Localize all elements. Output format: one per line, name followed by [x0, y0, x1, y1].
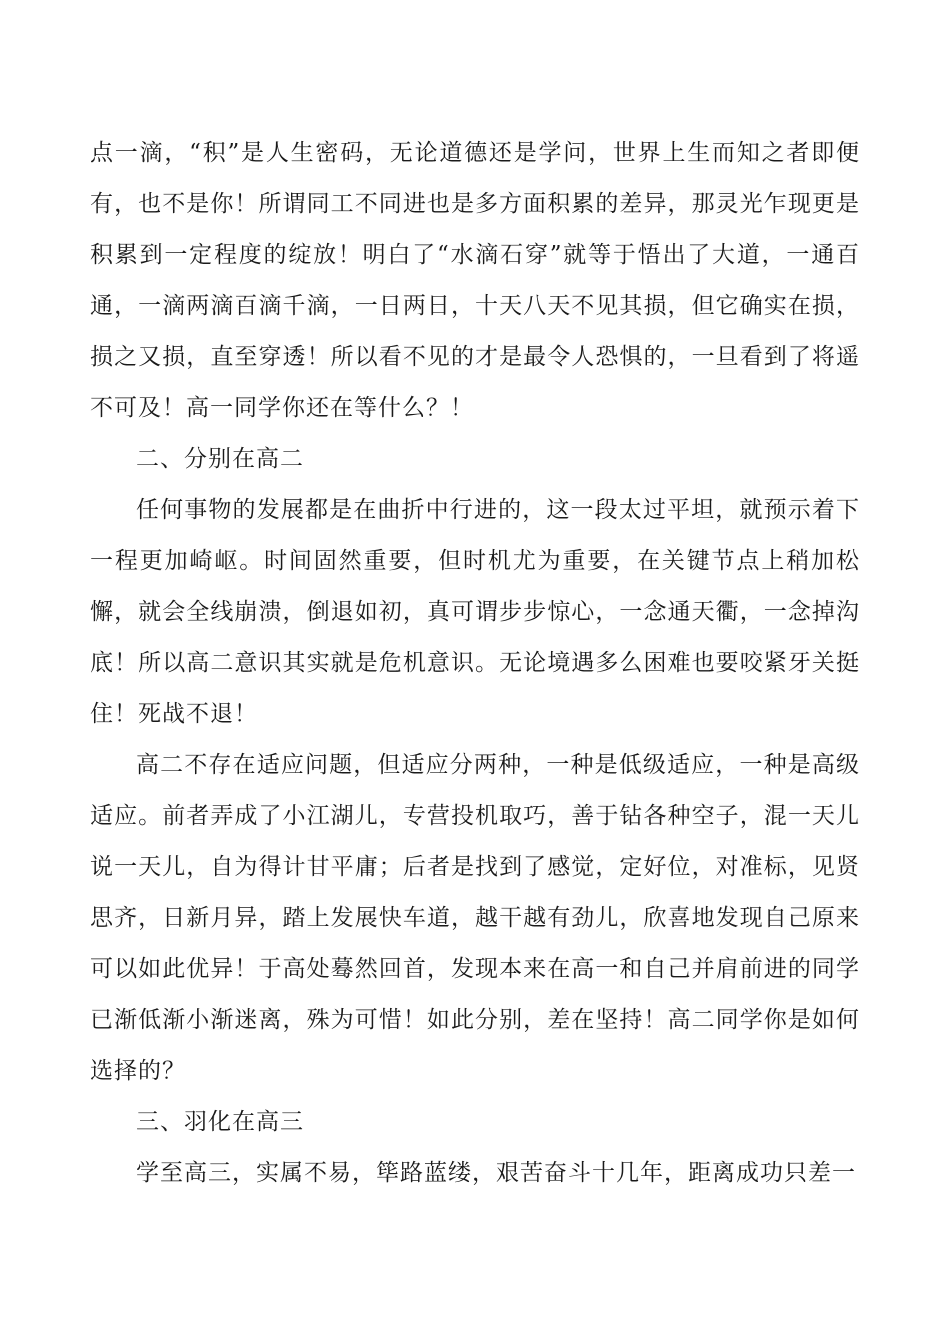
body-paragraph-grade-three: 学至高三，实属不易，筚路蓝缕，艰苦奋斗十几年，距离成功只差一 [136, 1160, 856, 1186]
section-heading-grade-three: 三、羽化在高三 [136, 1109, 304, 1135]
document-page [90, 128, 860, 1199]
body-paragraph-accumulation: 点一滴，“积”是人生密码，无论道德还是学问，世界上生而知之者即便有，也不是你！所谓同工不同进也是多方面积累的差异，那灵光乍现更是积累到一定程度的绽放！明白了“水滴石穿”就等于悟出了大道，一通百通，一滴两滴百滴千滴，一日两日，十天八天不见其损，但它确实在损，损之又损，直至穿透！所以看不见的才是最令人恐惧的，一旦看到了将遥不可及！高一同学你还在等什么？！ [90, 140, 860, 421]
section-heading-grade-two: 二、分别在高二 [136, 446, 304, 472]
body-paragraph-adaptation: 高二不存在适应问题，但适应分两种，一种是低级适应，一种是高级适应。前者弄成了小江湖儿，专营投机取巧，善于钻各种空子，混一天儿说一天儿，自为得计甘平庸；后者是找到了感觉，定好位，对准标，见贤思齐，日新月异，踏上发展快车道，越干越有劲儿，欣喜地发现自己原来可以如此优异！于高处蓦然回首，发现本来在高一和自己并肩前进的同学已渐低渐小渐迷离，殊为可惜！如此分别，差在坚持！高二同学你是如何选择的？ [90, 752, 860, 1084]
body-paragraph-crisis: 任何事物的发展都是在曲折中行进的，这一段太过平坦，就预示着下一程更加崎岖。时间固然重要，但时机尤为重要，在关键节点上稍加松懈，就会全线崩溃，倒退如初，真可谓步步惊心，一念通天衢，一念掉沟底！所以高二意识其实就是危机意识。无论境遇多么困难也要咬紧牙关挺住！死战不退！ [90, 497, 860, 727]
